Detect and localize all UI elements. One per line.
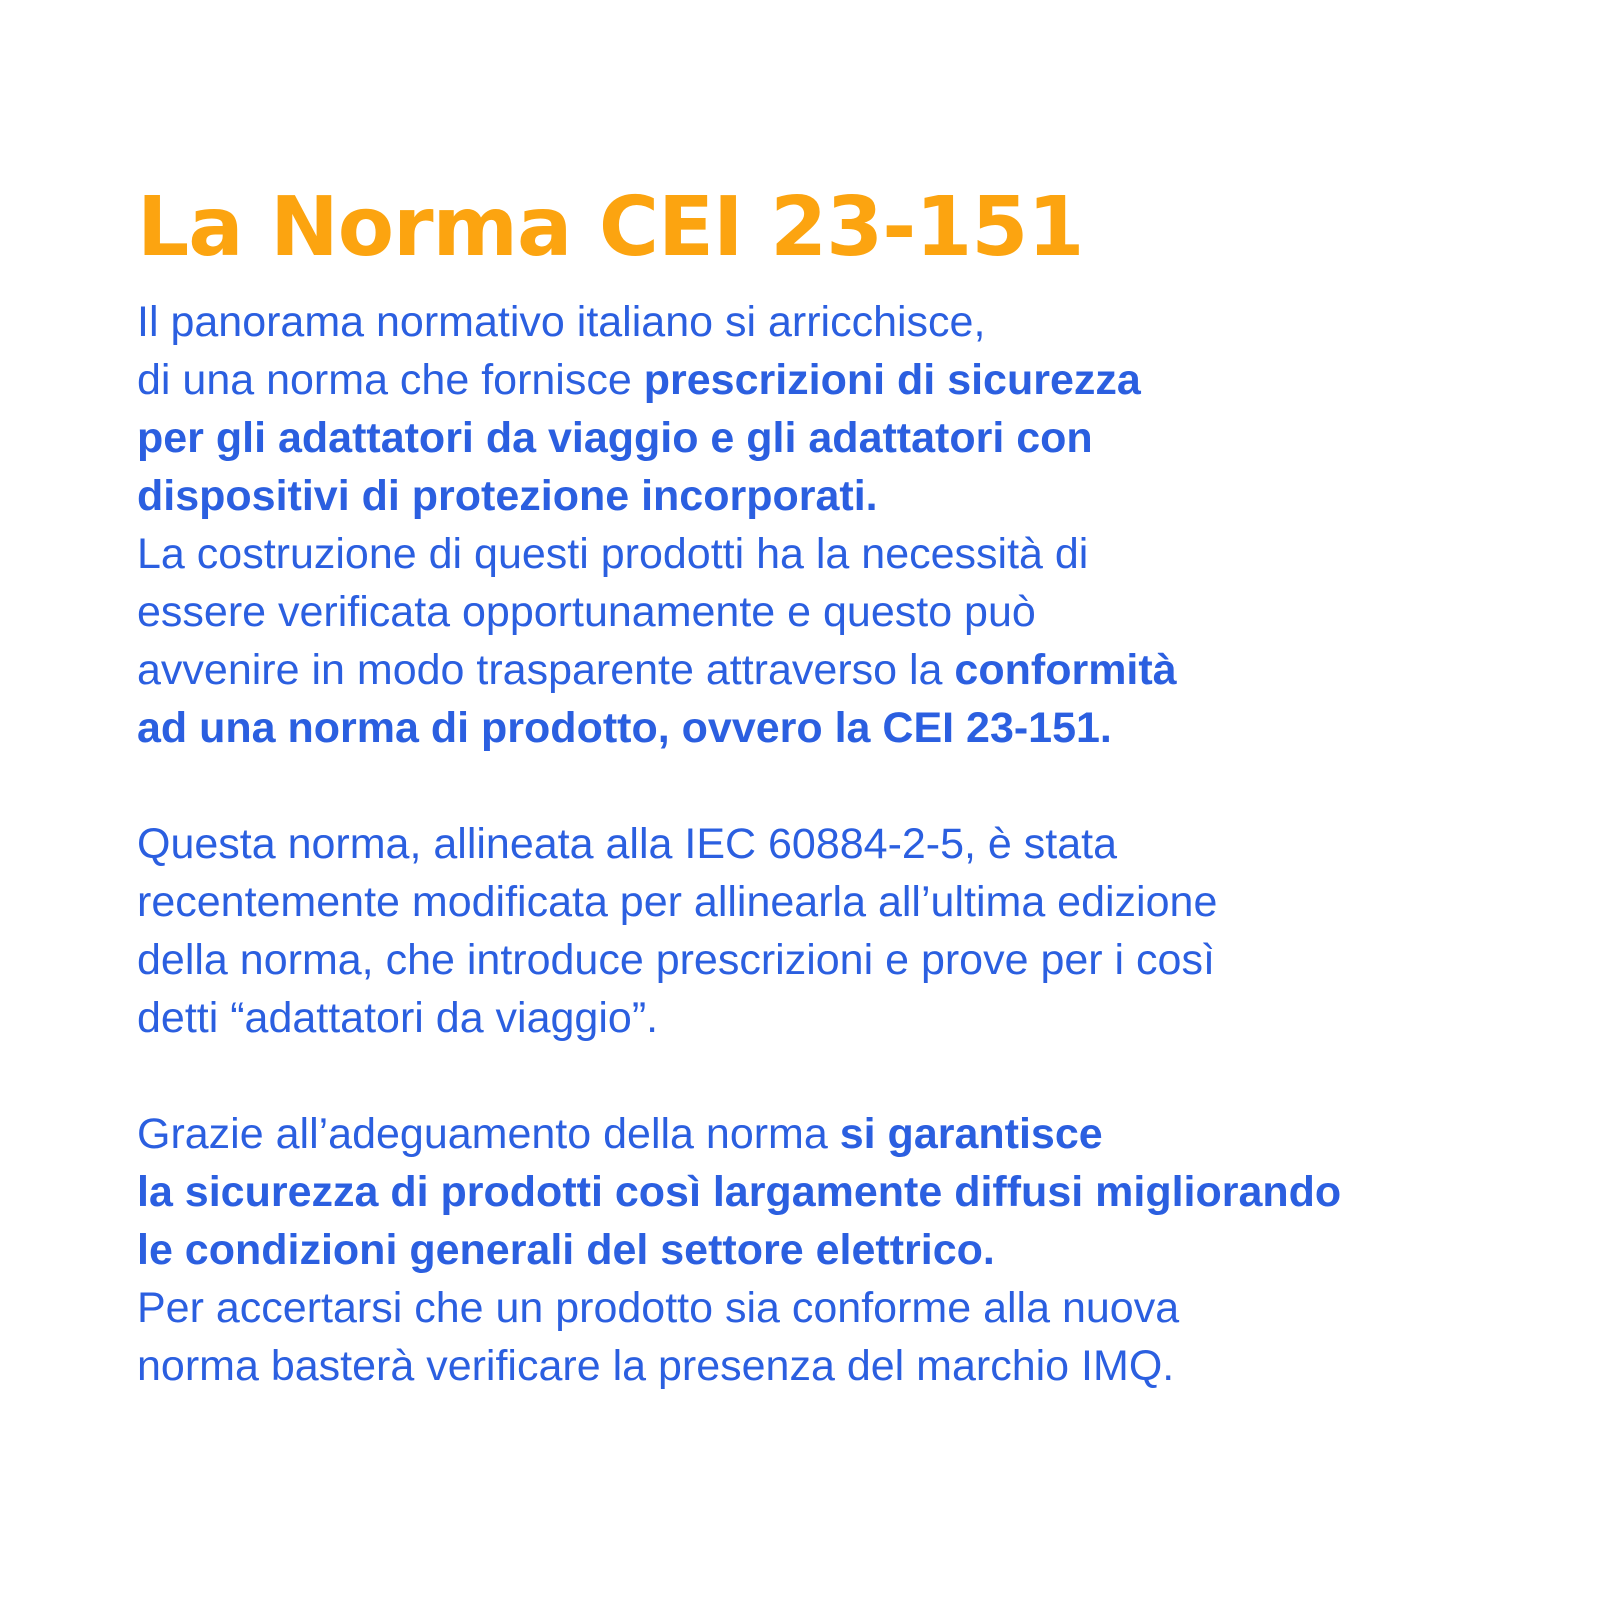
bold-text: le condizioni generali del settore elettrico.: [137, 1226, 995, 1274]
text-line: [137, 293, 1517, 351]
text-line: [137, 1221, 1517, 1279]
page-title: La Norma CEI 23-151: [137, 180, 1084, 275]
text-line: [137, 989, 1517, 1047]
text-line: [137, 873, 1517, 931]
text-line: [137, 1337, 1517, 1395]
text-run: detti “adattatori da viaggio”.: [137, 994, 659, 1042]
text-line: [137, 641, 1517, 699]
text-line: [137, 815, 1517, 873]
text-run: della norma, che introduce prescrizioni e prove per i così: [137, 936, 1215, 984]
text-run: recentemente modificata per allinearla all’ultima edizione: [137, 878, 1218, 926]
text-line: [137, 1163, 1517, 1221]
bold-text: la sicurezza di prodotti così largamente diffusi migliorando: [137, 1168, 1342, 1216]
text-run: La costruzione di questi prodotti ha la necessità di: [137, 530, 1089, 578]
text-line: [137, 1105, 1517, 1163]
text-line: [137, 467, 1517, 525]
paragraph-3: [137, 1105, 1517, 1395]
body-text: [137, 293, 1517, 1395]
text-line: [137, 699, 1517, 757]
text-line: [137, 351, 1517, 409]
text-run: Questa norma, allineata alla IEC 60884-2-5, è stata: [137, 820, 1118, 868]
bold-text: dispositivi di protezione incorporati.: [137, 472, 878, 520]
bold-text: conformità: [954, 646, 1177, 694]
bold-text: si garantisce: [839, 1110, 1103, 1158]
bold-text: ad una norma di prodotto, ovvero la CEI 23-151.: [137, 704, 1112, 752]
text-run: avvenire in modo trasparente attraverso la: [137, 646, 955, 694]
text-line: [137, 583, 1517, 641]
text-run: di una norma che fornisce: [137, 356, 644, 404]
paragraph-spacer: [137, 757, 1517, 815]
text-line: [137, 1279, 1517, 1337]
bold-text: per gli adattatori da viaggio e gli adattatori con: [137, 414, 1093, 462]
paragraph-spacer: [137, 1047, 1517, 1105]
text-run: Grazie all’adeguamento della norma: [137, 1110, 840, 1158]
text-line: [137, 525, 1517, 583]
text-line: [137, 409, 1517, 467]
bold-text: prescrizioni di sicurezza: [643, 356, 1141, 404]
text-line: [137, 931, 1517, 989]
text-run: Per accertarsi che un prodotto sia conforme alla nuova: [137, 1284, 1180, 1332]
text-run: essere verificata opportunamente e questo può: [137, 588, 1036, 636]
paragraph-2: [137, 815, 1517, 1047]
paragraph-1: [137, 293, 1517, 757]
text-run: norma basterà verificare la presenza del marchio IMQ.: [137, 1342, 1175, 1390]
text-run: Il panorama normativo italiano si arricchisce,: [137, 298, 986, 346]
